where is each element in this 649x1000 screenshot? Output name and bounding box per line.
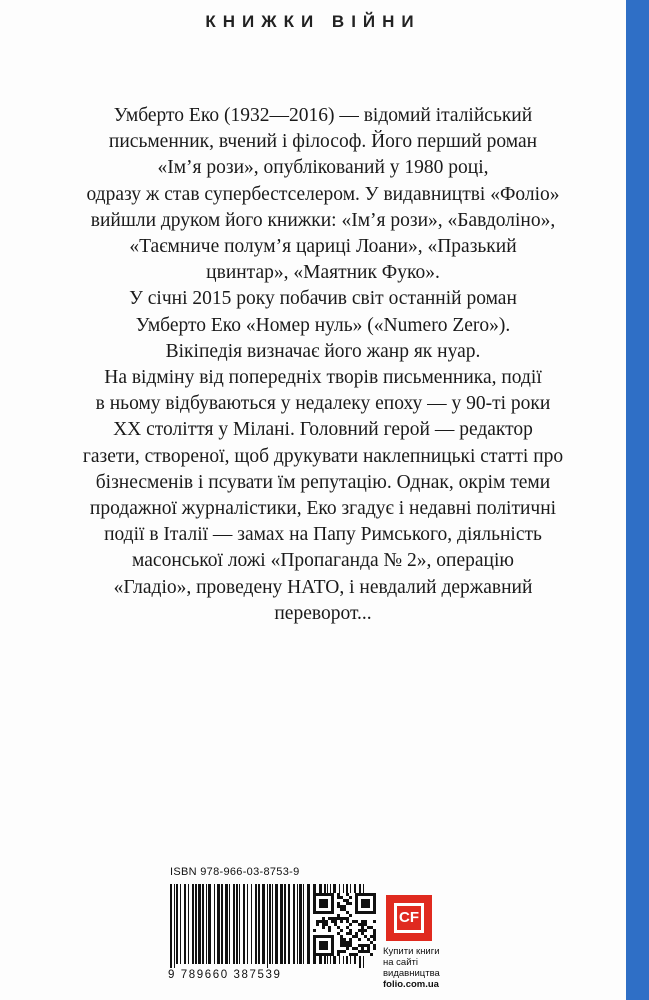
text-line: бізнесменів і псувати їм репутацію. Однак, окрім теми xyxy=(95,471,551,493)
qr-code[interactable] xyxy=(313,893,376,956)
paragraph-author xyxy=(78,103,568,286)
buy-line: на сайті xyxy=(383,957,418,968)
barcode-bar xyxy=(214,884,215,964)
text-line: XX століття у Мілані. Головний герой — редактор xyxy=(113,419,533,441)
barcode-bar xyxy=(303,884,304,964)
barcode-bar xyxy=(288,884,290,964)
barcode-bar xyxy=(170,884,172,968)
barcode-bar xyxy=(188,884,189,964)
barcode-bar xyxy=(180,884,181,964)
text-line: письменник, вчений і філософ. Його перший роман xyxy=(108,131,538,153)
barcode-bar xyxy=(247,884,248,964)
barcode-bar xyxy=(202,884,204,964)
barcode-bar xyxy=(297,884,298,964)
barcode-bar xyxy=(258,884,260,964)
barcode-bar xyxy=(198,884,201,964)
text-line: газети, створеної, щоб друкувати наклепницькі статті про xyxy=(82,445,564,467)
publisher-logo xyxy=(386,895,432,941)
barcode-bar xyxy=(192,884,194,964)
text-line: продажної журналістики, Еко згадує і недавні політичні xyxy=(89,498,557,520)
barcode-bar xyxy=(280,884,283,964)
annotation-text xyxy=(78,103,568,627)
buy-line: видавництва xyxy=(383,968,440,979)
barcode-bar xyxy=(176,884,178,964)
barcode-bar xyxy=(174,884,175,968)
spine-edge xyxy=(626,0,649,1000)
buy-line: Купити книги xyxy=(383,946,440,957)
barcode-bar xyxy=(206,884,207,964)
text-line: одразу ж став супербестселером. У видавництві «Фоліо» xyxy=(86,183,560,205)
barcode-bar xyxy=(233,884,235,964)
barcode-bar xyxy=(262,884,265,964)
barcode-bar xyxy=(284,884,286,964)
text-line: вийшли друком його книжки: «Ім’я рози», «Бавдоліно», xyxy=(90,209,556,231)
barcode-bar xyxy=(272,884,273,964)
text-line: У січні 2015 року побачив світ останній роман xyxy=(129,288,517,310)
series-title: КНИЖКИ ВІЙНИ xyxy=(205,12,421,31)
text-line: в ньому відбуваються у недалеку епоху — у 90-ті роки xyxy=(95,393,551,415)
text-line: На відміну від попередніх творів письменника, події xyxy=(104,367,542,389)
text-line: масонської ложі «Пропаганда № 2», операцію xyxy=(132,550,514,572)
barcode-bar xyxy=(229,884,230,964)
paragraph-novel xyxy=(78,286,568,365)
buy-online-note xyxy=(383,946,453,990)
barcode-bar xyxy=(299,884,302,964)
barcode-bar xyxy=(239,884,240,964)
barcode-bar xyxy=(267,884,268,968)
text-line: «Таємниче полум’я цариці Лоани», «Празький xyxy=(129,236,517,258)
text-line: Умберто Еко (1932—2016) — відомий італійський xyxy=(113,105,533,126)
text-line: цвинтар», «Маятник Фуко». xyxy=(206,262,440,284)
barcode-bar xyxy=(293,884,295,964)
text-line: «Гладіо», проведену НАТО, і невдалий державний xyxy=(113,576,533,598)
text-line: «Ім’я рози», опублікований у 1980 році, xyxy=(157,157,489,179)
barcode-bar xyxy=(307,884,310,964)
paragraph-plot xyxy=(78,365,568,627)
text-line: Вікіпедія визначає його жанр як нуар. xyxy=(165,340,481,362)
text-line: Умберто Еко «Номер нуль» («Numero Zero»). xyxy=(135,314,511,336)
barcode-bar xyxy=(255,884,257,964)
barcode-bar xyxy=(269,884,271,964)
text-line: переворот... xyxy=(274,602,372,624)
barcode-bar xyxy=(217,884,220,964)
barcode-bar xyxy=(236,884,238,964)
barcode-bar xyxy=(184,884,186,964)
publisher-logo-text: CF xyxy=(394,903,424,933)
barcode-bar xyxy=(221,884,223,964)
barcode-bar xyxy=(275,884,278,964)
text-line: події в Італії — замах на Папу Римського, діяльність xyxy=(104,524,542,546)
barcode-bar xyxy=(243,884,245,964)
barcode-digits: 9 789660 387539 xyxy=(168,969,282,981)
barcode-bar xyxy=(225,884,228,964)
barcode-bar xyxy=(195,884,197,964)
publisher-website-link[interactable]: folio.com.ua xyxy=(383,979,439,990)
barcode-bar xyxy=(251,884,252,964)
barcode-bar xyxy=(208,884,211,964)
isbn-label: ISBN 978-966-03-8753-9 xyxy=(170,866,300,878)
